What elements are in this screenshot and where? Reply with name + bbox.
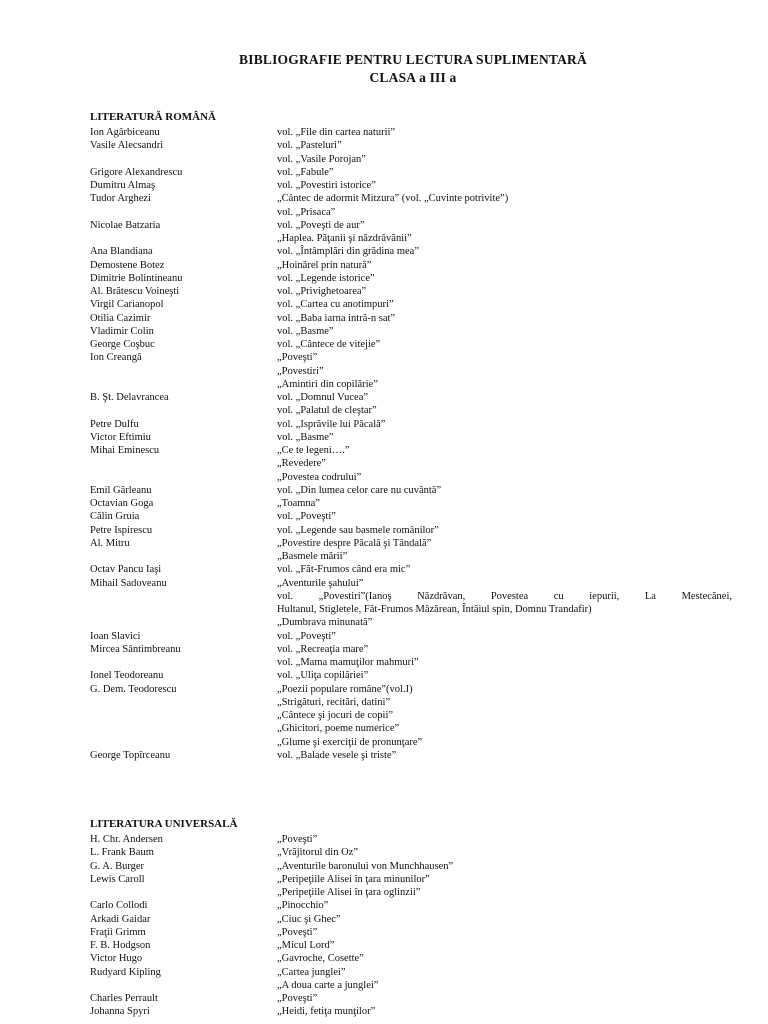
work-title: „Revedere”	[277, 458, 326, 470]
author-name: Petre Ispirescu	[90, 524, 153, 536]
author-name: Charles Perrault	[90, 993, 158, 1004]
author-name: Rudyard Kipling	[90, 966, 161, 978]
work-title: „Poveşti”	[277, 834, 318, 845]
author-name: Carlo Collodi	[90, 900, 148, 912]
work-title: vol. „Pasteluri”	[277, 140, 342, 152]
bibliography-row	[90, 457, 732, 470]
author-name: Emil Gârleanu	[90, 484, 152, 496]
work-title: „Peripeţiile Alisei în ţara minunilor”	[277, 873, 430, 885]
bibliography-row	[90, 669, 732, 682]
bibliography-row	[90, 630, 732, 643]
work-title: „Cântece şi jocuri de copii”	[277, 710, 394, 721]
work-title: „Dumbrava minunată”	[277, 617, 373, 629]
work-title: vol. „Prisaca”	[277, 206, 336, 218]
work-title: vol. „Vasile Porojan”	[277, 153, 366, 165]
work-title: „Ghicitori, poeme numerice”	[277, 723, 400, 735]
work-title: „A doua carte a junglei”	[277, 979, 379, 991]
bibliography-row	[90, 926, 732, 939]
author-name: Ana Blandiana	[90, 246, 153, 258]
author-name: H. Chr. Andersen	[90, 834, 163, 845]
bibliography-row	[90, 886, 732, 899]
work-title: „Hoinărel prin natură”	[277, 259, 372, 271]
bibliography-row	[90, 484, 732, 497]
bibliography-row	[90, 259, 732, 272]
author-name: Mihail Sadoveanu	[90, 577, 167, 589]
bibliography-row	[90, 351, 732, 364]
work-title: „Poezii populare române”(vol.I)	[277, 683, 413, 695]
work-title: vol. „Baba iarna intră-n sat”	[277, 312, 396, 324]
author-name: George Topîrceanu	[90, 749, 171, 761]
work-title: vol. „Întâmplări din grădina mea”	[277, 246, 419, 258]
bibliography-row	[90, 325, 732, 338]
bibliography-row	[90, 736, 732, 749]
work-title: vol. „Poveşti”	[277, 630, 336, 642]
author-name: Victor Eftimiu	[90, 431, 151, 443]
document-subtitle: CLASA a III a	[369, 70, 457, 85]
bibliography-row	[90, 312, 732, 325]
work-title: vol. „Palatul de cleştar”	[277, 405, 377, 417]
bibliography-row	[90, 418, 732, 431]
author-name: Otilia Cazimir	[90, 312, 151, 324]
bibliography-row	[90, 846, 732, 859]
author-name: Octavian Goga	[90, 498, 154, 509]
work-title: vol. „File din cartea naturii”	[277, 127, 396, 138]
bibliography-row	[90, 979, 732, 992]
bibliography-row	[90, 537, 732, 550]
author-name: Fraţii Grimm	[90, 926, 146, 938]
bibliography-row	[90, 471, 732, 484]
author-name: Grigore Alexandrescu	[90, 166, 183, 178]
work-title: „Gavroche, Cosette”	[277, 953, 364, 965]
author-name: Dumitru Almaş	[90, 180, 156, 191]
bibliography-row	[90, 860, 732, 873]
work-title: vol. „Uliţa copilăriei”	[277, 670, 369, 682]
author-name: Al. Brătescu Voineşti	[90, 286, 180, 297]
author-name: Johanna Spyri	[90, 1006, 150, 1018]
bibliography-row	[90, 510, 732, 523]
work-title: „Heidi, fetiţa munţilor”	[277, 1006, 376, 1018]
author-name: George Coşbuc	[90, 339, 155, 350]
author-name: Virgil Carianopol	[90, 299, 164, 311]
bibliography-row	[90, 219, 732, 232]
author-name: Victor Hugo	[90, 953, 143, 965]
bibliography-row	[90, 153, 732, 166]
author-name: Ioan Slavici	[90, 630, 141, 642]
bibliography-row	[90, 285, 732, 298]
work-title: „Poveşti”	[277, 926, 318, 938]
section-heading: LITERATURA UNIVERSALĂ	[90, 818, 238, 830]
bibliography-row	[90, 563, 732, 576]
author-name: Petre Dulfu	[90, 418, 139, 430]
bibliography-row	[90, 939, 732, 952]
bibliography-row	[90, 139, 732, 152]
work-title: vol. „Balade vesele şi triste”	[277, 749, 397, 761]
author-name: Vladimir Colin	[90, 325, 154, 337]
work-title: vol. „Cartea cu anotimpuri”	[277, 299, 394, 311]
bibliography-row	[90, 913, 732, 926]
work-title: „Povestiri”	[277, 365, 324, 377]
author-name: F. B. Hodgson	[90, 940, 151, 951]
document-title: BIBLIOGRAFIE PENTRU LECTURA SUPLIMENTARĂ	[239, 52, 587, 67]
bibliography-row	[90, 126, 732, 139]
author-name: Mihai Eminescu	[90, 445, 160, 456]
bibliography-row	[90, 404, 732, 417]
bibliography-row	[90, 391, 732, 404]
work-title: vol. „Basme”	[277, 325, 334, 337]
work-title: „Haplea. Păţanii şi năzdrăvănii”	[277, 233, 412, 244]
bibliography-row	[90, 952, 732, 965]
bibliography-row	[90, 577, 732, 590]
bibliography-row	[90, 603, 732, 616]
work-title: vol. „Recreaţia mare”	[277, 643, 369, 655]
work-title: vol. „Isprăvile lui Păcală”	[277, 418, 386, 430]
work-title: „Basmele mării”	[277, 551, 348, 562]
author-name: Ion Creangă	[90, 352, 142, 364]
work-title: vol. „Făt-Frumos când era mic”	[277, 564, 411, 576]
work-title: vol. „Poveşti”	[277, 511, 336, 523]
bibliography-row	[90, 338, 732, 351]
bibliography-row	[90, 497, 732, 510]
bibliography-row	[90, 966, 732, 979]
bibliography-row	[90, 272, 732, 285]
author-name: Demostene Botez	[90, 259, 165, 271]
work-title: „Ciuc şi Ghec”	[277, 913, 341, 925]
work-title: „Ce te legeni….”	[277, 445, 350, 456]
bibliography-row	[90, 365, 732, 378]
author-name: Vasile Alecsandri	[90, 140, 164, 152]
work-title: „Pinocchio”	[277, 900, 329, 912]
work-title: „Aventurile şahului”	[277, 577, 364, 589]
author-name: Călin Gruia	[90, 511, 140, 523]
author-name: B. Şt. Delavrancea	[90, 392, 169, 403]
bibliography-row	[90, 232, 732, 245]
author-name: Ionel Teodoreanu	[90, 670, 164, 682]
work-title: vol. „Legende istorice”	[277, 272, 375, 284]
work-title: vol. „Poveşti de aur”	[277, 219, 365, 231]
bibliography-row	[90, 245, 732, 258]
bibliography-row	[90, 833, 732, 846]
work-title: vol. „Din lumea celor care nu cuvântă”	[277, 484, 442, 496]
bibliography-row	[90, 643, 732, 656]
bibliography-row	[90, 298, 732, 311]
work-title: vol. „Privighetoarea”	[277, 286, 367, 297]
work-title: „Peripeţiile Alisei în ţara oglinzii”	[277, 887, 421, 898]
bibliography-row	[90, 616, 732, 629]
bibliography-row	[90, 524, 732, 537]
work-title: „Poveşti”	[277, 352, 318, 364]
author-name: Arkadi Gaidar	[90, 913, 151, 925]
work-title: vol. „Povestiri istorice”	[277, 180, 376, 191]
work-title: „Amintiri din copilărie”	[277, 378, 378, 390]
work-title: vol. „Cântece de vitejie”	[277, 339, 381, 350]
author-name: Ion Agârbiceanu	[90, 127, 160, 138]
work-title: „Aventurile baronului von Munchhausen”	[277, 860, 454, 872]
bibliography-row	[90, 550, 732, 563]
work-title: vol. „Basme”	[277, 431, 334, 443]
author-name: Tudor Arghezi	[90, 193, 151, 205]
work-title: vol. „Legende sau basmele românilor”	[277, 524, 439, 536]
author-name: Mircea Sântimbreanu	[90, 643, 181, 655]
bibliography-row	[90, 192, 732, 205]
work-title: „Glume şi exerciţii de pronunţare”	[277, 736, 423, 748]
work-title: vol. „Mama mamuţilor mahmuri”	[277, 657, 419, 668]
work-title: „Vrăjitorul din Oz”	[277, 847, 359, 859]
work-title: „Cântec de adormit Mitzura” (vol. „Cuvinte potrivite”)	[277, 193, 509, 205]
bibliography-row	[90, 992, 732, 1005]
author-name: Nicolae Batzaria	[90, 219, 161, 231]
bibliography-row	[90, 206, 732, 219]
work-title: „Toamna”	[277, 498, 320, 509]
work-title: vol. „Domnul Vucea”	[277, 392, 369, 403]
author-name: Octav Pancu Iaşi	[90, 564, 162, 576]
author-name: G. Dem. Teodorescu	[90, 683, 177, 695]
bibliography-row	[90, 899, 732, 912]
bibliography-row	[90, 696, 732, 709]
work-title: „Povestire despre Păcală şi Tândală”	[277, 537, 432, 549]
bibliography-row	[90, 590, 732, 603]
bibliography-row	[90, 166, 732, 179]
bibliography-row	[90, 431, 732, 444]
bibliography-row	[90, 1005, 732, 1018]
bibliography-row	[90, 722, 732, 735]
bibliography-row	[90, 683, 732, 696]
work-title: „Povestea codrului”	[277, 471, 362, 483]
bibliography-row	[90, 749, 732, 762]
bibliography-row	[90, 656, 732, 669]
bibliography-row	[90, 873, 732, 886]
work-title: Hultanul, Stigletele, Făt-Frumos Mâzărean, Întâiul spin, Domnu Trandafir)	[277, 604, 592, 615]
work-title: „Strigături, recitări, datini”	[277, 696, 391, 708]
section-heading: LITERATURĂ ROMÂNĂ	[90, 111, 216, 123]
bibliography-row	[90, 444, 732, 457]
work-title: „Poveşti”	[277, 993, 318, 1004]
author-name: G. A. Burger	[90, 860, 145, 872]
work-title: „Micul Lord”	[277, 940, 335, 951]
author-name: L. Frank Baum	[90, 847, 154, 859]
author-name: Al. Mitru	[90, 537, 130, 549]
author-name: Lewis Caroll	[90, 873, 145, 885]
author-name: Dimitrie Bolintineanu	[90, 272, 183, 284]
bibliography-row	[90, 709, 732, 722]
bibliography-row	[90, 378, 732, 391]
bibliography-row	[90, 179, 732, 192]
work-title: „Cartea junglei”	[277, 966, 346, 978]
work-title: vol. „Povestiri”(Ianoş Năzdrăvan, Povestea cu iepurii, La Mestecănei,	[277, 590, 732, 602]
work-title: vol. „Fabule”	[277, 166, 334, 178]
